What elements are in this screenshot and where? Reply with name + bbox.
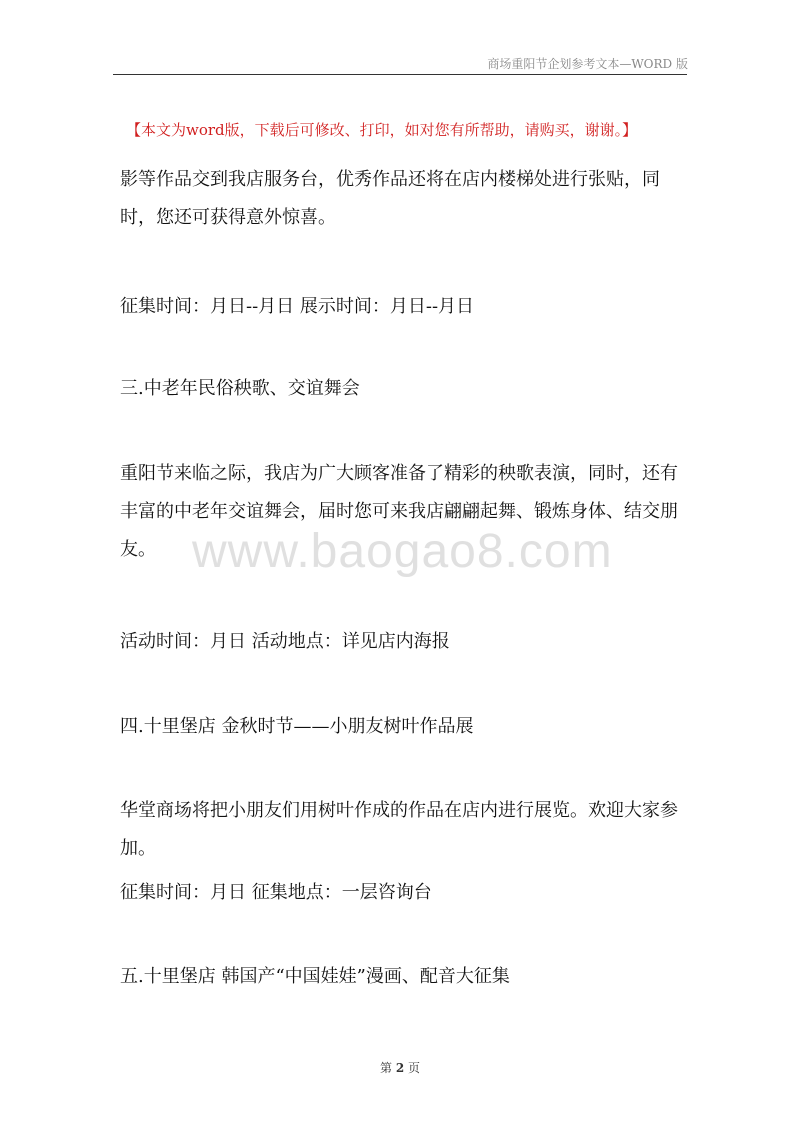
footer-suffix: 页 [408, 1061, 421, 1075]
watermark: www.baogao8.com [192, 525, 613, 578]
purchase-notice: 【本文为word版，下载后可修改、打印，如对您有所帮助，请购买，谢谢。】 [126, 121, 638, 139]
running-header: 商场重阳节企划参考文本—WORD 版 [487, 57, 688, 71]
page-footer [0, 1059, 800, 1076]
paragraph-leaf-exhibition: 华堂商场将把小朋友们用树叶作成的作品在店内进行展览。欢迎大家参加。 [120, 800, 678, 859]
footer-prefix: 第 [379, 1061, 392, 1075]
section-heading-4: 四.十里堡店 金秋时节——小朋友树叶作品展 [120, 716, 474, 737]
paragraph-dance-party: 重阳节来临之际，我店为广大顾客准备了精彩的秧歌表演，同时，还有丰富的中老年交谊舞会，届时您可来我店翩翩起舞、锻炼身体、结交朋友。 [120, 463, 678, 560]
page-number: 2 [395, 1061, 405, 1075]
section-heading-5: 五.十里堡店 韩国产“中国娃娃”漫画、配音大征集 [120, 966, 510, 987]
paragraph-collection-time: 征集时间：月日--月日 展示时间：月日--月日 [120, 296, 475, 317]
paragraph-activity-time: 活动时间：月日 活动地点：详见店内海报 [120, 631, 450, 652]
paragraph-continued: 影等作品交到我店服务台，优秀作品还将在店内楼梯处进行张贴，同时，您还可获得意外惊喜。 [120, 169, 660, 228]
paragraph-collection-place: 征集时间：月日 征集地点：一层咨询台 [120, 882, 432, 903]
section-heading-3: 三.中老年民俗秧歌、交谊舞会 [120, 378, 360, 399]
header-divider [113, 74, 687, 75]
